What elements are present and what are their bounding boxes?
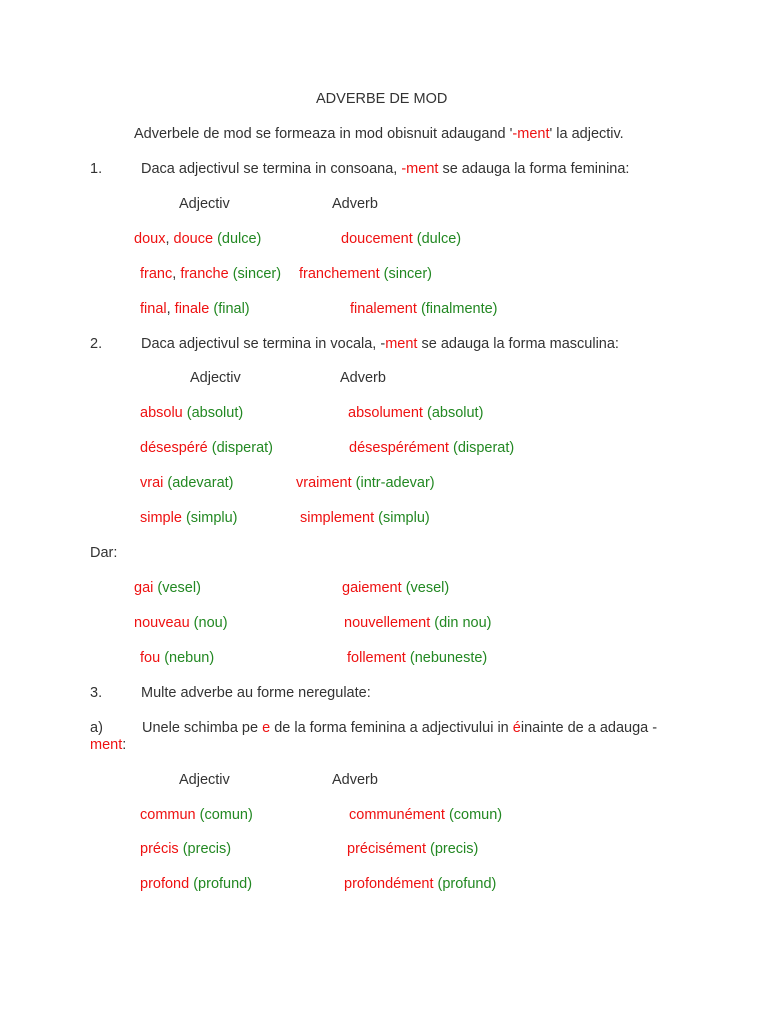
adverb-translation: (disperat)	[452, 440, 515, 456]
dar-row-1-adverb	[342, 579, 449, 597]
dar-row-2-adverb	[344, 614, 492, 632]
group-3-row-2-adverb	[347, 840, 478, 858]
intro-before: Adverbele de mod se formeaza in mod obisnuit adaugand '	[134, 126, 513, 142]
adverb: communément	[349, 807, 445, 823]
adverb-translation: (sincer)	[383, 266, 432, 282]
group-1-header-adjective: Adjectiv	[179, 196, 230, 212]
dar-row-2-adjective	[134, 614, 228, 632]
adverb-translation: (simplu)	[378, 510, 430, 526]
group-2-header-adverb: Adverb	[340, 370, 386, 386]
dar-row-3-adjective	[140, 649, 214, 667]
rule-3-text: Multe adverbe au forme neregulate:	[141, 685, 371, 701]
adverb: franchement	[299, 266, 380, 282]
page-title: ADVERBE DE MOD	[316, 91, 448, 107]
adjective: profond	[140, 876, 190, 892]
group-3-row-3-adverb	[344, 875, 496, 893]
adjective: gai	[134, 580, 154, 596]
dar-row-1-adjective	[134, 579, 201, 597]
adjective-translation: (precis)	[182, 841, 232, 857]
group-2-row-2-adverb	[349, 439, 514, 457]
adjective-translation: (vesel)	[157, 580, 201, 596]
adjective: absolu	[140, 405, 183, 421]
adjective-translation: (adevarat)	[167, 475, 234, 491]
adjective-translation: (simplu)	[185, 510, 238, 526]
group-2-row-4-adverb	[300, 509, 430, 527]
adjective-masculine: final	[140, 301, 167, 317]
group-3-row-1-adverb	[349, 806, 502, 824]
dar-label: Dar:	[90, 545, 118, 561]
group-1-header-adverb: Adverb	[332, 196, 378, 212]
adjective-feminine: franche	[180, 266, 229, 282]
rule-3a-text	[142, 719, 657, 737]
rule-3a-part-2: de la forma feminina a adjectivului in	[270, 720, 513, 736]
adverb: absolument	[348, 405, 423, 421]
group-3-header-adverb: Adverb	[332, 772, 378, 788]
intro-paragraph	[134, 125, 624, 143]
separator: ,	[172, 266, 181, 282]
adverb-translation: (profund)	[437, 876, 497, 892]
adjective-translation: (sincer)	[232, 266, 282, 282]
adverb-translation: (absolut)	[427, 405, 484, 421]
group-2-header-adjective: Adjectiv	[190, 370, 241, 386]
adjective-translation: (nou)	[193, 615, 228, 631]
adjective: nouveau	[134, 615, 190, 631]
rule-3a-letter-e-acute: é	[512, 720, 521, 736]
rule-2-suffix: ment	[385, 336, 418, 352]
adjective-feminine: finale	[174, 301, 210, 317]
rule-1-after: se adauga la forma feminina:	[438, 161, 630, 177]
rule-3a-part-1: Unele schimba pe	[142, 720, 263, 736]
group-1-row-2-adjective	[140, 265, 281, 283]
adverb: simplement	[300, 510, 375, 526]
adverb-translation: (nebuneste)	[409, 650, 488, 666]
rule-3a-part-3: inainte de a adauga -	[520, 720, 658, 736]
dar-row-3-adverb	[347, 649, 487, 667]
group-2-row-1-adjective	[140, 404, 243, 422]
adverb: précisément	[347, 841, 426, 857]
group-1-row-2-adverb	[299, 265, 432, 283]
rule-3a-ment: ment	[90, 737, 123, 753]
adjective-masculine: franc	[140, 266, 173, 282]
rule-3a-colon: :	[122, 737, 127, 753]
adjective-translation: (profund)	[193, 876, 253, 892]
group-1-row-3-adverb	[350, 300, 498, 318]
group-2-row-3-adjective	[140, 474, 234, 492]
adjective-translation: (disperat)	[211, 440, 273, 456]
adjective-translation: (comun)	[199, 807, 253, 823]
group-3-row-2-adjective	[140, 840, 231, 858]
adverb-translation: (din nou)	[434, 615, 492, 631]
adverb: nouvellement	[344, 615, 431, 631]
group-2-row-2-adjective	[140, 439, 273, 457]
rule-3a-letter-e: e	[262, 720, 271, 736]
adverb: doucement	[341, 231, 413, 247]
group-1-row-1-adverb	[341, 230, 461, 248]
rule-3a-label: a)	[90, 720, 103, 736]
adverb-translation: (comun)	[448, 807, 503, 823]
rule-3-number: 3.	[90, 685, 103, 701]
adverb: vraiment	[296, 475, 352, 491]
rule-1-text	[141, 160, 629, 178]
adverb: profondément	[344, 876, 434, 892]
adjective: fou	[140, 650, 161, 666]
adjective-translation: (final)	[213, 301, 250, 317]
group-2-row-1-adverb	[348, 404, 483, 422]
adjective: commun	[140, 807, 196, 823]
rule-1-suffix: -ment	[401, 161, 439, 177]
group-3-header-adjective: Adjectiv	[179, 772, 230, 788]
rule-2-number: 2.	[90, 336, 103, 352]
adverb-translation: (vesel)	[405, 580, 450, 596]
group-3-row-1-adjective	[140, 806, 253, 824]
rule-2-before: Daca adjectivul se termina in vocala, -	[141, 336, 386, 352]
rule-2-text	[141, 335, 619, 353]
adverb: désespérément	[349, 440, 449, 456]
rule-3a-continuation	[90, 736, 126, 754]
group-2-row-3-adverb	[296, 474, 435, 492]
adjective-translation: (dulce)	[217, 231, 262, 247]
adverb: gaiement	[342, 580, 402, 596]
rule-2-after: se adauga la forma masculina:	[417, 336, 619, 352]
adjective: précis	[140, 841, 179, 857]
adverb-translation: (precis)	[430, 841, 479, 857]
separator: ,	[166, 301, 175, 317]
adjective-masculine: doux	[134, 231, 166, 247]
adjective-translation: (absolut)	[186, 405, 244, 421]
adjective: simple	[140, 510, 182, 526]
adverb: follement	[347, 650, 406, 666]
separator: ,	[165, 231, 174, 247]
group-1-row-3-adjective	[140, 300, 250, 318]
adverb-translation: (intr-adevar)	[355, 475, 435, 491]
adverb-translation: (finalmente)	[420, 301, 498, 317]
group-3-row-3-adjective	[140, 875, 252, 893]
adverb-translation: (dulce)	[416, 231, 462, 247]
adjective-feminine: douce	[173, 231, 214, 247]
adverb: finalement	[350, 301, 417, 317]
adjective-translation: (nebun)	[164, 650, 215, 666]
group-1-row-1-adjective	[134, 230, 261, 248]
adjective: vrai	[140, 475, 164, 491]
rule-1-before: Daca adjectivul se termina in consoana,	[141, 161, 402, 177]
adjective: désespéré	[140, 440, 208, 456]
intro-suffix: -ment	[512, 126, 550, 142]
rule-1-number: 1.	[90, 161, 103, 177]
intro-after: ' la adjectiv.	[549, 126, 624, 142]
group-2-row-4-adjective	[140, 509, 238, 527]
